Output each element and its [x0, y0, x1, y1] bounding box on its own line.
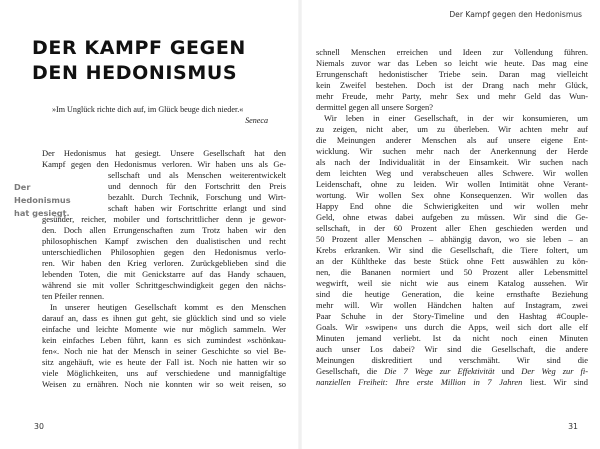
text-segment: liest. Wir sind	[529, 377, 588, 387]
text-line: Der Hedonismus hat gesiegt. Unsere Gesellschaft hat den	[42, 148, 286, 158]
pull-quote: Der Hedonismus hat gesiegt.	[14, 182, 71, 218]
text-line: zu zeigen, nicht aber, um zu überleben. Wir achten mehr auf	[316, 124, 588, 134]
text-line: schaft haben wir Fortschritte erlangt und sind	[108, 203, 286, 213]
text-line: auch unser Los dabei? Wir sind die Gesellschaft, die andere	[316, 344, 588, 354]
text-line: sitz angehäuft, wie es heute der Fall ist. Noch nie hatten wir so	[42, 357, 286, 367]
text-line: Niemals zuvor war das Leben so leicht wie heute. Das mag eine	[316, 58, 588, 68]
text-line: Meinungen diskreditiert und verschmäht. Wir sind die	[316, 355, 588, 365]
text-line: nen, die Bananen normiert und 50 Prozent aller Lebensmittel	[316, 267, 588, 277]
text-line: wegwirft, weil sie nicht wie aus einem Katalog aussehen. Wir	[316, 278, 588, 288]
text-line: Errungenschaft hedonistischer Triebe sein. Daran mag vielleicht	[316, 69, 588, 79]
text-line: Leidenschaft, ohne zu leiden. Wir wollen Intimität ohne Verant-	[316, 179, 588, 189]
page-number: 31	[568, 422, 578, 431]
text-line: kein Zweifel bestehen. Doch ist der Drang nach mehr Glück,	[316, 80, 588, 90]
text-line: wicklung. Wir suchen mehr nach der Anerkennung der Herde	[316, 146, 588, 156]
running-head: Der Kampf gegen den Hedonismus	[449, 10, 582, 19]
text-line: unterschiedlichen Philosophien gegen den Hedonismus verlo-	[42, 247, 286, 257]
text-line: als nach der Individualität in der Einsamkeit. Wir suchen nach	[316, 157, 588, 167]
text-line: sellschaft und als Menschen weiterentwickelt	[108, 170, 286, 180]
text-line: ten Pfeiler rennen.	[42, 291, 105, 301]
text-line: den. Doch allen Errungenschaften zum Trotz haben wir den	[42, 225, 286, 235]
right-page	[300, 0, 600, 449]
text-line: Weisen zu ernähren. Noch nie konnten wir so weit reisen, so	[42, 379, 286, 389]
book-title-italic: Die 7 Wege zur Effektivität	[384, 366, 495, 376]
text-line: fen«. Noch nie hat der Mensch in seiner Geschichte so viel Be-	[42, 346, 286, 356]
text-line: dermittel gegen all unsere Sorgen?	[316, 102, 433, 112]
text-line: einfache und leichte Momente wie nur möglich sammeln. Wer	[42, 324, 286, 334]
text-line-mixed	[316, 366, 588, 377]
text-line: viele Möglichkeiten, uns auf verschiedene und mannigfaltige	[42, 368, 286, 378]
text-line: sind die heutige Generation, die keine ernsthafte Beziehung	[316, 289, 588, 299]
epigraph	[52, 104, 268, 126]
text-line: die Meinungen anderer Menschen als auf unsere eigene Ent-	[316, 135, 588, 145]
text-line: dem leichten Weg und verabscheuen alles Schwere. Wir wollen	[316, 168, 588, 178]
text-line: Geld, ohne etwas dabei aufgeben zu müssen. Wir sind die Ge-	[316, 212, 588, 222]
text-line: In unserer heutigen Gesellschaft kommt es den Menschen	[50, 302, 286, 312]
text-line: kein einfaches Leben führt, kann es sich zumindest »schönkau-	[42, 335, 286, 345]
text-line: mehr Freude, mehr Party, mehr Sex und mehr Geld das Wun-	[316, 91, 588, 101]
chapter-title: DER KAMPF GEGEN DEN HEDONISMUS	[32, 37, 246, 84]
text-line: mehr will. Wir wollen Händchen halten auf Instagram, zwei	[316, 300, 588, 310]
text-line: ren. Wir haben den Krieg verloren. Zurückgeblieben sind die	[42, 258, 286, 268]
text-line: sellschaft, in der 60 Prozent aller Ehen geschieden werden und	[316, 223, 588, 233]
text-line: Goals. Wir »swipen« uns durch die Apps, weil sich dort alle elf	[316, 322, 588, 332]
text-line: lebenden Toten, die mit Genickstarre auf das Handy schauen,	[42, 269, 286, 279]
text-line: an der Kühltheke das beste Stück ohne Fett auswählen zu kön-	[316, 256, 588, 266]
text-line: bezahlt. Durch Technik, Forschung und Wirt-	[108, 192, 286, 202]
epigraph-author: Seneca	[245, 116, 268, 125]
page-number: 30	[34, 422, 44, 431]
text-line: 50 Prozent aller Menschen – abhängig davon, wo sie leben – an	[316, 234, 588, 244]
text-line: Kampf gegen den Hedonismus verloren. Wir haben uns als Ge-	[42, 159, 286, 169]
text-line: schnell Menschen erreichen und Ideen zur Vollendung führen.	[316, 47, 588, 57]
text-line: während sie mit voller Schrittgeschwindigkeit gegen den nächs-	[42, 280, 286, 290]
text-line: Minuten jemand verliebt. Ist da nicht noch einen Minuten	[316, 333, 588, 343]
right-body-text	[316, 36, 588, 436]
text-line: gesünder, reicher, mobiler und fortschrittlicher denn je gewor-	[42, 214, 286, 224]
text-line: philosophischen Kampf zwischen den dualistischen und recht	[42, 236, 286, 246]
text-line: Krebs erkranken. Wir sind die Gesellschaft, die Tiere foltert, um	[316, 245, 588, 255]
epigraph-quote: »Im Unglück richte dich auf, im Glück beuge dich nieder.«	[52, 105, 244, 114]
text-line: und dennoch für den Fortschritt den Preis	[108, 181, 286, 191]
book-title-italic: nanziellen Freiheit: Ihre erste Million in 7 Jahren	[316, 377, 523, 387]
text-line: darauf an, dass es ihnen gut geht, sie glücklich sind und so viele	[42, 313, 286, 323]
text-segment: Gesellschaft, die	[316, 366, 378, 376]
book-title-italic: Der Weg zur fi-	[521, 366, 589, 376]
text-line: wortung. Wir wollen Sex ohne Konsequenzen. Wir wollen das	[316, 190, 588, 200]
left-body-text	[42, 148, 286, 428]
text-line: Happy End ohne die Schwierigkeiten und wir wollen mehr	[316, 201, 588, 211]
text-line: Paar Schuhe in der Story-Timeline und den Hashtag #Couple-	[316, 311, 588, 321]
text-line-mixed	[316, 377, 588, 388]
text-line: Wir leben in einer Gesellschaft, in der wir konsumieren, um	[324, 113, 588, 123]
text-segment: und	[501, 366, 515, 376]
